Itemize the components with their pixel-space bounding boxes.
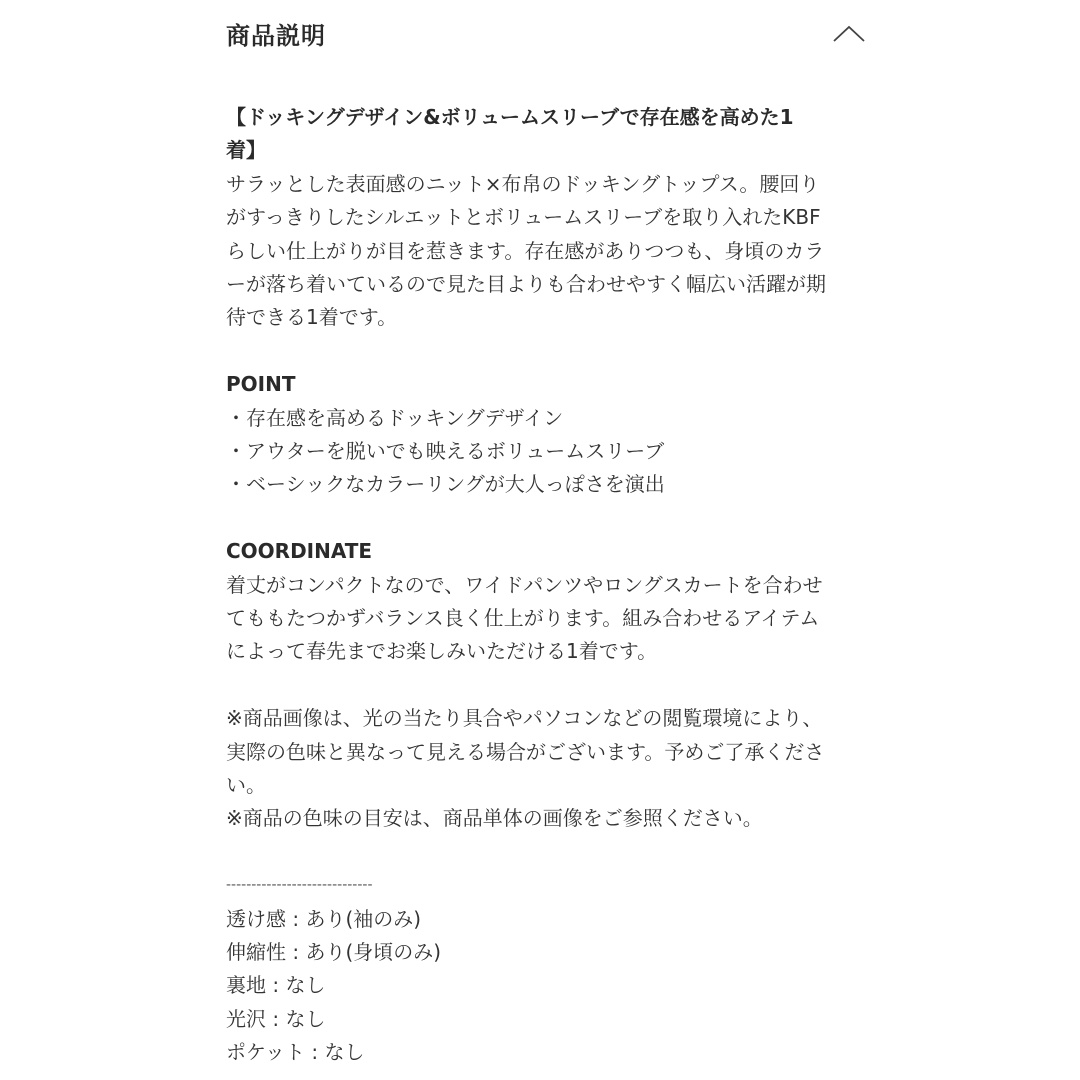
chevron-up-icon[interactable] bbox=[832, 22, 866, 46]
spacer bbox=[226, 836, 866, 869]
spec-item: 裏地 : なし bbox=[226, 973, 326, 998]
spec-item: 透け感 : あり(袖のみ) bbox=[226, 906, 422, 931]
spec-item: 伸縮性 : あり(身頃のみ) bbox=[226, 940, 442, 965]
color-note: ※商品画像は、光の当たり具合やパソコンなどの閲覧環境により、 実際の色味と異なって見える場合がございます。予めご了承くださ い。 bbox=[226, 706, 825, 798]
spacer bbox=[226, 669, 866, 702]
description-content bbox=[226, 101, 866, 1070]
separator-line: ----------------------------- bbox=[226, 877, 373, 894]
product-description-panel bbox=[226, 0, 866, 1080]
color-reference-note: ※商品の色味の目安は、商品単体の画像をご参照ください。 bbox=[226, 806, 763, 831]
point-item: ・ベーシックなカラーリングが大人っぽさを演出 bbox=[226, 472, 665, 497]
point-heading: POINT bbox=[226, 372, 296, 397]
coordinate-heading: COORDINATE bbox=[226, 539, 373, 564]
coordinate-body: 着丈がコンパクトなので、ワイドパンツやロングスカートを合わせ てももたつかずバランス良く仕上がります。組み合わせるアイテム によって春先までお楽しみいただける1着です。 bbox=[226, 572, 823, 664]
spec-list bbox=[226, 903, 866, 1070]
section-title: 商品説明 bbox=[226, 22, 326, 50]
spec-item: 光沢 : なし bbox=[226, 1006, 326, 1031]
spacer bbox=[226, 335, 866, 368]
point-item: ・アウターを脱いでも映えるボリュームスリーブ bbox=[226, 439, 665, 464]
spec-item: ポケット : なし bbox=[226, 1040, 365, 1065]
product-description-header[interactable] bbox=[226, 14, 866, 58]
point-list bbox=[226, 402, 866, 502]
description-body: サラッとした表面感のニット×布帛のドッキングトップス。腰回り がすっきりしたシルエットとボリュームスリーブを取り入れたKBF らしい仕上がりが目を惹きます。存在感がありつつも、身頃のカラ ーが落ち着いているので見た目よりも合わせやすく幅広い活躍が期 待できる1着です。 bbox=[226, 171, 826, 330]
point-item: ・存在感を高めるドッキングデザイン bbox=[226, 405, 564, 430]
spacer bbox=[226, 502, 866, 535]
description-headline: 【ドッキングデザイン&ボリュームスリーブで存在感を高めた1 着】 bbox=[226, 105, 794, 163]
